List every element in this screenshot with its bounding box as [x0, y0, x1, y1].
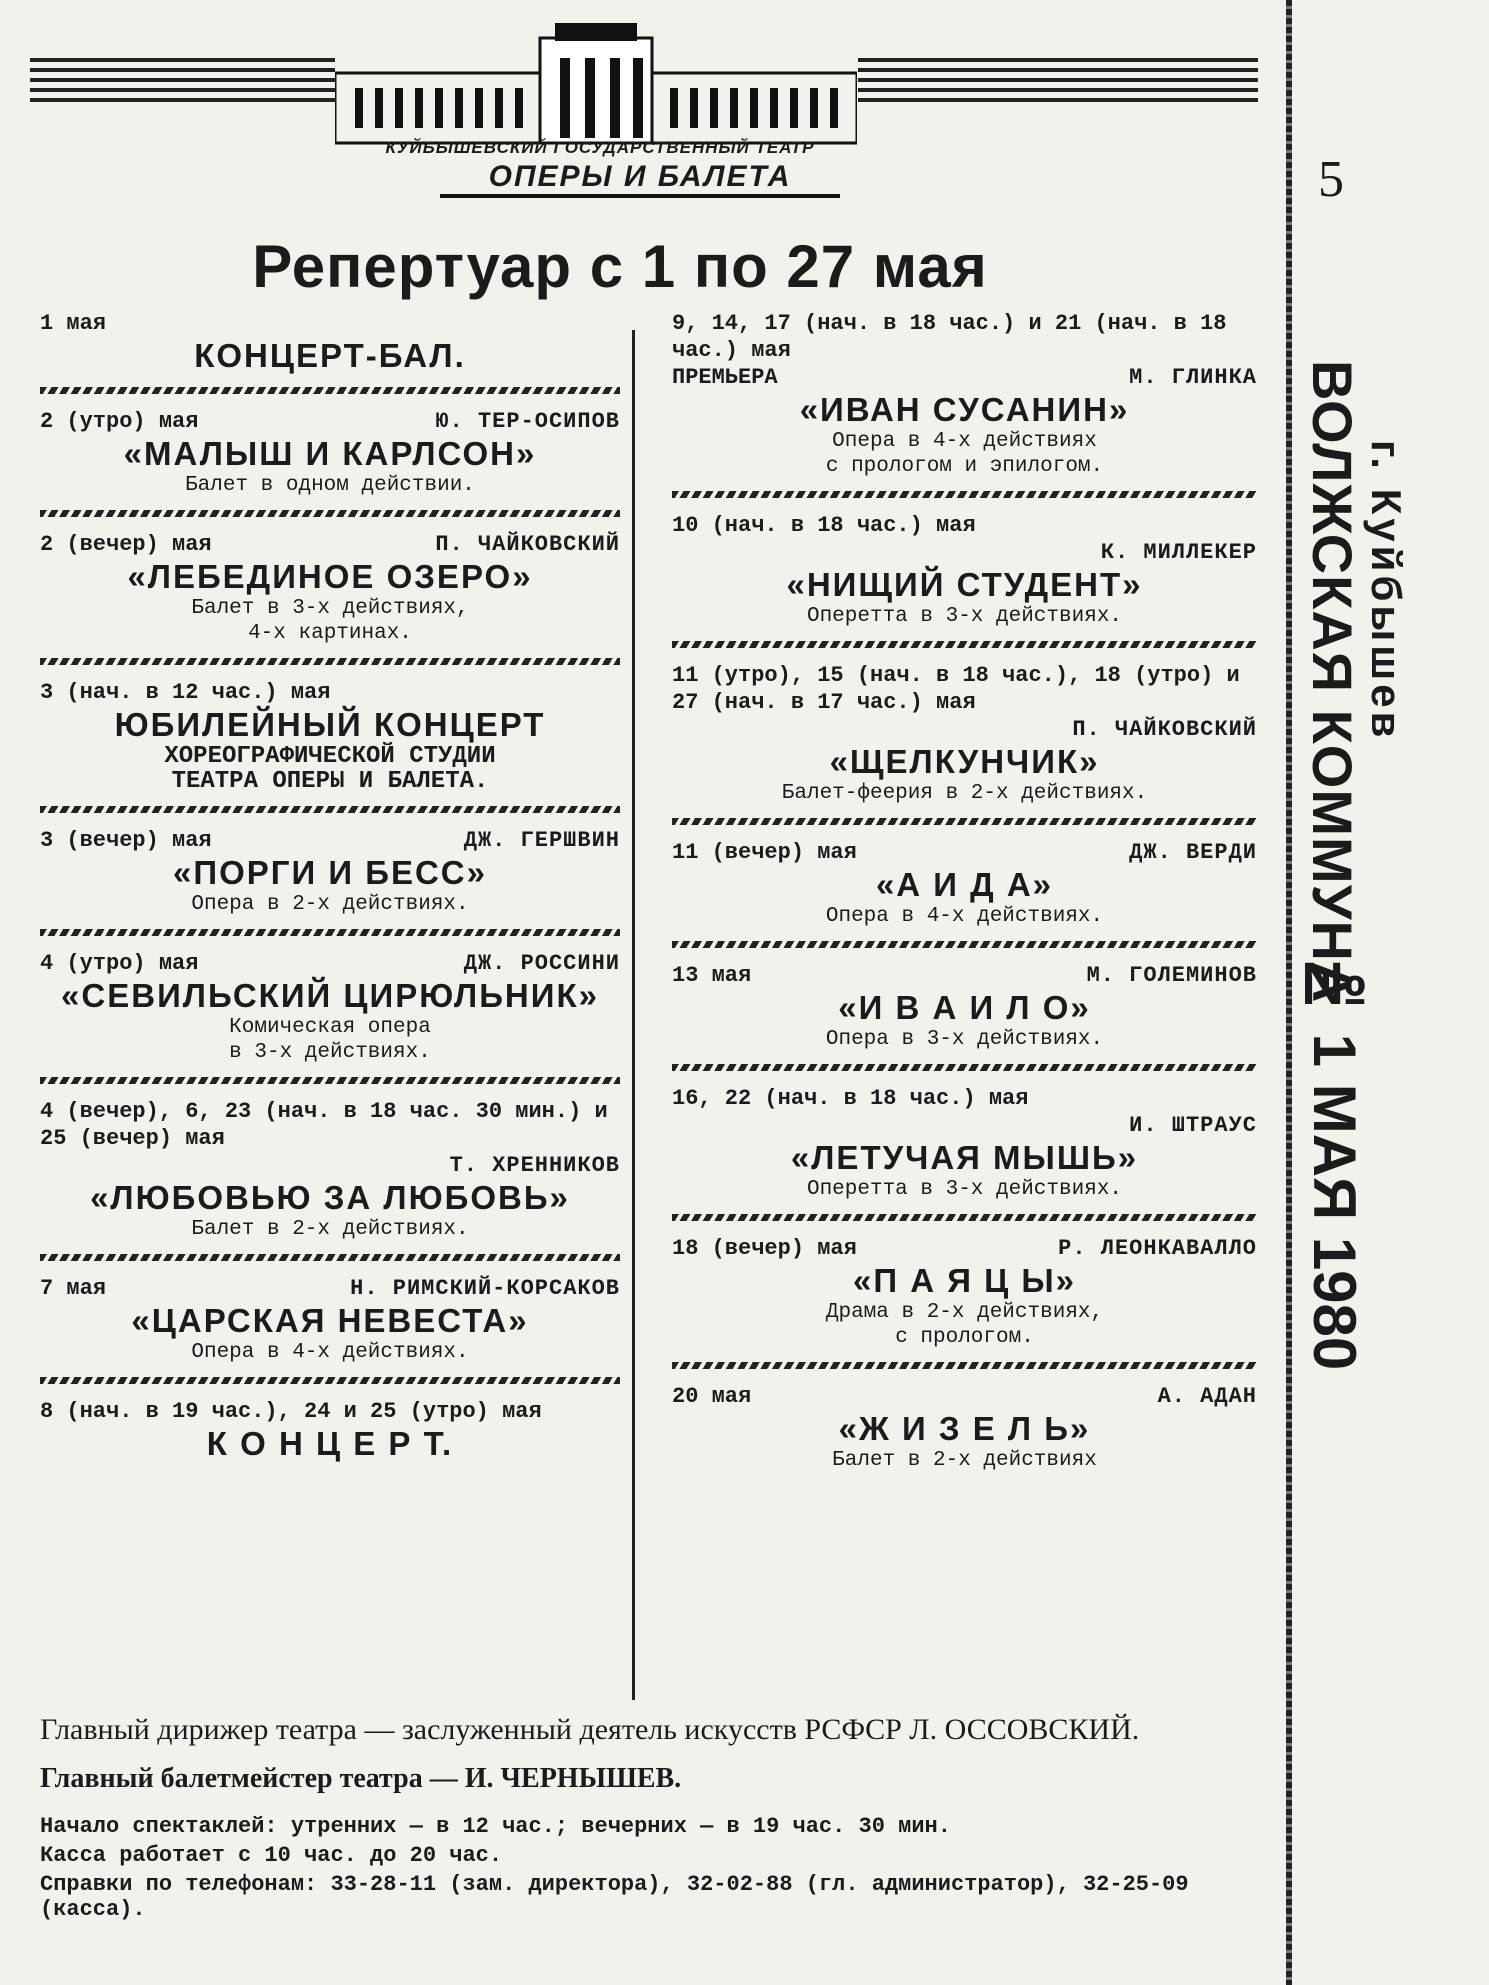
entry-title: «НИЩИЙ СТУДЕНТ» [786, 566, 1143, 603]
entry-title: «Ж И З Е Л Ь» [838, 1410, 1091, 1447]
theatre-name-line1: КУЙБЫШЕВСКИЙ ГОСУДАРСТВЕННЫЙ ТЕАТР [385, 138, 815, 157]
entry-left-0 [40, 310, 620, 375]
entry-title: «ПОРГИ И БЕСС» [173, 854, 487, 891]
entry-right-6 [672, 1235, 1257, 1350]
entry-description: Оперетта в 3-х действиях. [806, 605, 1123, 628]
entry-description: Опера в 3-х действиях. [825, 1028, 1104, 1051]
entry-description: Балет в одном действии. [185, 474, 475, 497]
entry-title: «А И Д А» [875, 866, 1054, 903]
theatre-name-line2: ОПЕРЫ И БАЛЕТА [440, 160, 840, 198]
entry-title: «МАЛЫШ И КАРЛСОН» [123, 435, 537, 472]
entry-right-0 [672, 310, 1257, 479]
right-column [672, 310, 1257, 1473]
dashed-separator [672, 1362, 1257, 1369]
chief-ballet-master: Главный балетмейстер театра — И. ЧЕРНЫШЕВ. [40, 1763, 682, 1794]
newspaper-date: № 1 МАЯ 1980 [1301, 950, 1368, 1371]
entry-composer: ДЖ. РОССИНИ [463, 951, 620, 976]
dashed-separator [40, 929, 620, 936]
handwritten-number: 5 [1318, 151, 1344, 208]
entry-description: ХОРЕОГРАФИЧЕСКОЙ СТУДИИ [164, 743, 496, 770]
repertoire-title: Репертуар с 1 по 27 мая [252, 233, 988, 300]
entry-description: Опера в 4-х действиях [832, 430, 1097, 453]
entry-date: 20 мая [672, 1384, 752, 1409]
entry-composer: М. ГОЛЕМИНОВ [1086, 963, 1257, 988]
entry-composer: Т. ХРЕННИКОВ [449, 1153, 620, 1178]
dashed-separator [40, 1254, 620, 1261]
entry-date: 3 (нач. в 12 час.) мая [40, 680, 331, 705]
newspaper-stamp [1300, 360, 1430, 1371]
entry-right-4 [672, 962, 1257, 1052]
entry-description: с прологом. [895, 1326, 1034, 1349]
premiere-tag: ПРЕМЬЕРА [672, 365, 778, 390]
entry-composer: П. ЧАЙКОВСКИЙ [435, 532, 620, 557]
dashed-separator [672, 818, 1257, 825]
entry-left-8 [40, 1398, 620, 1463]
entry-composer: А. АДАН [1157, 1384, 1257, 1409]
newspaper-city: г. Куйбышев [1363, 440, 1410, 742]
entry-description: Комическая опера [229, 1016, 431, 1039]
entry-date: 9, 14, 17 (нач. в 18 час.) и 21 (нач. в 18 час.) мая [672, 311, 1227, 363]
dashed-separator [672, 941, 1257, 948]
entry-description: в 3-х действиях. [229, 1041, 431, 1064]
entry-composer: ДЖ. ВЕРДИ [1129, 840, 1257, 865]
entry-left-2 [40, 531, 620, 646]
entry-description: Балет в 2-х действиях [832, 1449, 1097, 1472]
entry-title: «ЛЕБЕДИНОЕ ОЗЕРО» [127, 558, 533, 595]
entry-date: 2 (утро) мая [40, 409, 199, 434]
footer [40, 1712, 1255, 1922]
entry-description: Опера в 2-х действиях. [191, 893, 469, 916]
entry-description: Опера в 4-х действиях. [191, 1341, 469, 1364]
entry-description: Опера в 4-х действиях. [825, 905, 1104, 928]
newspaper-name: ВОЛЖСКАЯ КОММУНА [1301, 360, 1364, 1004]
entry-description: Оперетта в 3-х действиях. [806, 1178, 1123, 1201]
entry-composer: П. ЧАЙКОВСКИЙ [1072, 717, 1257, 742]
entry-right-7 [672, 1383, 1257, 1473]
entry-composer: Н. РИМСКИЙ-КОРСАКОВ [350, 1276, 620, 1301]
entry-composer: Ю. ТЕР-ОСИПОВ [435, 409, 620, 434]
entry-title: КОНЦЕРТ-БАЛ. [194, 337, 466, 374]
entry-date: 13 мая [672, 963, 752, 988]
entry-title: «ЦАРСКАЯ НЕВЕСТА» [131, 1302, 529, 1339]
dashed-separator [672, 641, 1257, 648]
dashed-separator [40, 1077, 620, 1084]
entry-title: «ЩЕЛКУНЧИК» [829, 743, 1100, 780]
entry-description: Балет-феерия в 2-х действиях. [781, 782, 1148, 805]
start-times: Начало спектаклей: утренних — в 12 час.; вечерних — в 19 час. 30 мин. [40, 1814, 951, 1839]
entry-description: Балет в 2-х действиях. [191, 1218, 469, 1241]
entry-date: 10 (нач. в 18 час.) мая [672, 513, 976, 538]
entry-right-3 [672, 839, 1257, 929]
entry-composer: Р. ЛЕОНКАВАЛЛО [1058, 1236, 1257, 1261]
entry-title: «СЕВИЛЬСКИЙ ЦИРЮЛЬНИК» [61, 977, 599, 1014]
dashed-separator [40, 658, 620, 665]
entry-right-1 [672, 512, 1257, 629]
clipping-edge [1286, 0, 1292, 1985]
header-rule-right [858, 58, 1258, 110]
entry-description: Балет в 3-х действиях, [191, 597, 469, 620]
entry-left-4 [40, 827, 620, 917]
entry-date: 8 (нач. в 19 час.), 24 и 25 (утро) мая [40, 1399, 542, 1424]
dashed-separator [40, 387, 620, 394]
entry-title: «П А Я Ц Ы» [852, 1262, 1077, 1299]
entry-composer: М. ГЛИНКА [1129, 365, 1257, 390]
dashed-separator [672, 1064, 1257, 1071]
theatre-building-illustration [335, 18, 857, 158]
dashed-separator [672, 491, 1257, 498]
entry-composer: ДЖ. ГЕРШВИН [463, 828, 620, 853]
entry-date: 1 мая [40, 311, 107, 336]
entry-description: Драма в 2-х действиях, [825, 1301, 1104, 1324]
entry-title: «И В А И Л О» [838, 989, 1091, 1026]
entry-description: ТЕАТРА ОПЕРЫ И БАЛЕТА. [171, 768, 489, 795]
entry-composer: И. ШТРАУС [1129, 1113, 1257, 1138]
entry-title: ЮБИЛЕЙНЫЙ КОНЦЕРТ [114, 706, 546, 743]
entry-date: 7 мая [40, 1276, 107, 1301]
entry-title: «ИВАН СУСАНИН» [799, 391, 1130, 428]
box-office-hours: Касса работает с 10 час. до 20 час. [40, 1843, 503, 1868]
entry-date: 16, 22 (нач. в 18 час.) мая [672, 1086, 1029, 1111]
entry-date: 2 (вечер) мая [40, 532, 212, 557]
entry-date: 11 (вечер) мая [672, 840, 857, 865]
entry-right-2 [672, 662, 1257, 806]
dashed-separator [672, 1214, 1257, 1221]
entry-left-1 [40, 408, 620, 498]
column-divider [632, 330, 635, 1700]
entry-left-3 [40, 679, 620, 794]
dashed-separator [40, 806, 620, 813]
phone-info: Справки по телефонам: 33-28-11 (зам. директора), 32-02-88 (гл. администратор), 32-25-09 (касса). [40, 1872, 1189, 1922]
entry-right-5 [672, 1085, 1257, 1202]
entry-title: «ЛЕТУЧАЯ МЫШЬ» [790, 1139, 1139, 1176]
entry-date: 18 (вечер) мая [672, 1236, 857, 1261]
entry-title: «ЛЮБОВЬЮ ЗА ЛЮБОВЬ» [90, 1179, 570, 1216]
left-column [40, 310, 620, 1463]
entry-title: К О Н Ц Е Р Т. [206, 1425, 454, 1462]
entry-left-7 [40, 1275, 620, 1365]
entry-left-6 [40, 1098, 620, 1242]
header-rule-left [30, 58, 335, 110]
dashed-separator [40, 1377, 620, 1384]
entry-date: 4 (вечер), 6, 23 (нач. в 18 час. 30 мин.) и 25 (вечер) мая [40, 1099, 608, 1151]
chief-conductor: Главный дирижер театра — заслуженный деятель искусств РСФСР Л. ОССОВСКИЙ. [40, 1713, 1140, 1746]
entry-date: 3 (вечер) мая [40, 828, 212, 853]
entry-description: с прологом и эпилогом. [825, 455, 1104, 478]
entry-left-5 [40, 950, 620, 1065]
entry-description: 4-х картинах. [248, 622, 412, 645]
entry-date: 11 (утро), 15 (нач. в 18 час.), 18 (утро) и 27 (нач. в 17 час.) мая [672, 663, 1240, 715]
dashed-separator [40, 510, 620, 517]
entry-composer: К. МИЛЛЕКЕР [1100, 540, 1257, 565]
entry-date: 4 (утро) мая [40, 951, 199, 976]
